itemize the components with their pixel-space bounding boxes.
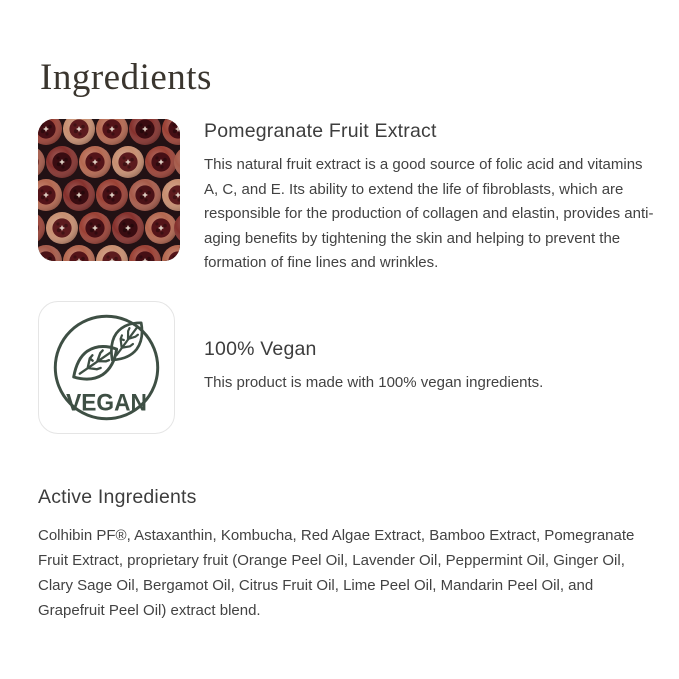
- vegan-badge-icon: [39, 302, 174, 433]
- section-active-ingredients: [38, 486, 656, 623]
- active-ingredients-list: Colhibin PF®, Astaxanthin, Kombucha, Red Algae Extract, Bamboo Extract, Pomegranate Fruit Extract, proprietary fruit (Orange Peel Oil, Lavender Oil, Peppermint Oil, Ginger Oil, Clary Sage Oil, Bergamot Oil, Citrus Fruit Oil, Lime Peel Oil, Mandarin Peel Oil, and Grapefruit Peel Oil) extract blend.: [38, 527, 635, 619]
- vegan-description: This product is made with 100% vegan ingredients.: [204, 374, 544, 391]
- page-title: Ingredients: [40, 57, 212, 98]
- vegan-badge-label: VEGAN: [66, 390, 147, 417]
- pomegranate-photo-illustration: [38, 119, 180, 261]
- pomegranate-photo: [38, 119, 180, 261]
- vegan-text-column: [204, 301, 658, 396]
- pomegranate-text-column: [204, 119, 658, 276]
- vegan-heading: 100% Vegan: [204, 338, 317, 360]
- pomegranate-heading: Pomegranate Fruit Extract: [204, 120, 437, 142]
- active-ingredients-heading: Active Ingredients: [38, 486, 197, 508]
- pomegranate-description: This natural fruit extract is a good source of folic acid and vitamins A, C, and E. Its ability to extend the life of fibroblasts, which are responsible for the production of collagen and elastin, provides anti-aging benefits by tightening the skin and helping to prevent the formation of fine lines and wrinkles.: [204, 156, 654, 272]
- leaf-icon: [66, 337, 124, 388]
- section-pomegranate: [38, 119, 658, 276]
- section-vegan: [38, 301, 658, 434]
- vegan-badge: [38, 301, 175, 434]
